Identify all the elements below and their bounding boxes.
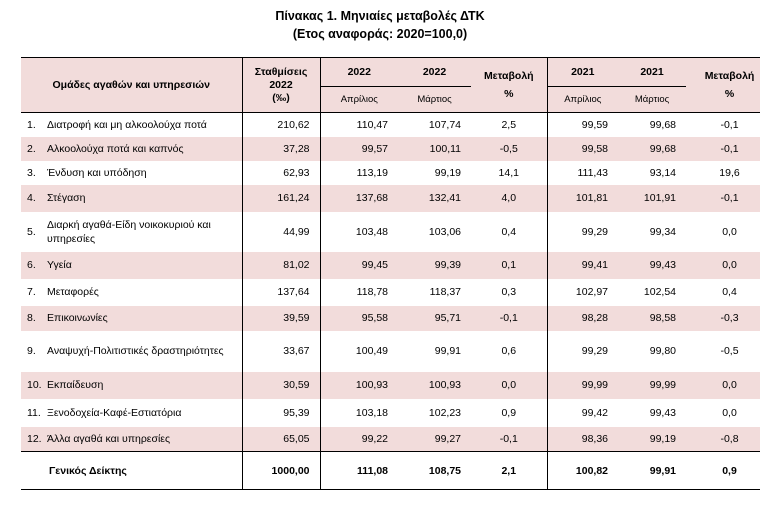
table-row [21, 212, 760, 252]
header-year-2022-march: 2022 [398, 58, 471, 87]
row-label: Εκπαίδευση [43, 372, 242, 399]
row-label: Στέγαση [43, 185, 242, 212]
table-row [21, 252, 760, 279]
row-change-2022: -0,1 [471, 306, 547, 331]
row-2021-march: 99,68 [618, 137, 686, 161]
cpi-table [21, 57, 760, 490]
row-index: 1. [27, 118, 36, 131]
row-2022-march: 107,74 [428, 118, 462, 131]
row-2022-march: 95,71 [398, 306, 471, 331]
table-subtitle: (Ετος αναφοράς: 2020=100,0) [292, 27, 468, 41]
row-2022-april: 103,48 [355, 225, 389, 238]
row-2022-march: 100,93 [398, 372, 471, 399]
row-2022-april: 100,93 [320, 372, 398, 399]
header-year-2021-april: 2021 [547, 58, 618, 87]
row-label: Μεταφορές [47, 286, 99, 298]
row-change-2022: 0,6 [471, 331, 547, 372]
header-month-2021-april: Απρίλιος [547, 87, 618, 113]
row-weight: 65,05 [242, 427, 320, 452]
row-weight: 62,93 [242, 161, 320, 185]
row-2022-april: 110,47 [356, 118, 389, 131]
table-title: Πίνακας 1. Μηνιαίες μεταβολές ΔΤΚ [275, 9, 485, 23]
row-2021-april: 99,29 [581, 225, 609, 238]
row-2022-march: 99,91 [434, 345, 462, 357]
row-2021-april: 101,81 [547, 185, 618, 212]
header-weights: Σταθμίσεις 2022 (‰) [242, 58, 320, 113]
row-index: 5. [27, 225, 36, 238]
row-label: Ένδυση και υπόδηση [47, 166, 147, 179]
table-row [21, 137, 760, 161]
header-year-2022-april: 2022 [320, 58, 398, 87]
row-label: Ξενοδοχεία-Καφέ-Εστιατόρια [47, 406, 182, 419]
row-change-2021: -0,8 [686, 427, 760, 452]
row-2022-april: 99,45 [320, 252, 398, 279]
row-2022-march: 103,06 [428, 225, 462, 238]
table-row [21, 372, 760, 399]
row-2021-march: 101,91 [618, 185, 686, 212]
row-2022-april: 100,49 [355, 345, 389, 357]
total-change-2021: 0,9 [722, 464, 737, 477]
row-change-2022: 0,3 [471, 279, 547, 306]
row-weight: 44,99 [242, 212, 320, 252]
row-change-2021: -0,1 [686, 185, 760, 212]
row-2022-april: 95,58 [320, 306, 398, 331]
row-2022-march: 99,19 [434, 166, 462, 179]
row-change-2022: -0,5 [471, 137, 547, 161]
row-index: 7. [27, 286, 36, 298]
row-2022-april: 113,19 [356, 166, 389, 179]
row-2021-april: 99,42 [581, 406, 609, 419]
row-index: 8. [21, 306, 43, 331]
row-2022-april: 118,78 [356, 286, 389, 298]
row-2022-march: 132,41 [398, 185, 471, 212]
row-index: 6. [21, 252, 43, 279]
row-2022-april: 103,18 [355, 406, 389, 419]
row-change-2021: -0,5 [720, 345, 739, 357]
total-2021-march: 99,91 [649, 464, 677, 477]
row-2021-april: 99,41 [547, 252, 618, 279]
row-index: 9. [27, 345, 36, 357]
row-2021-march: 99,43 [649, 406, 677, 419]
row-2022-march: 99,27 [398, 427, 471, 452]
row-change-2021: -0,1 [686, 137, 760, 161]
row-label: Διαρκή αγαθά-Είδη νοικοκυριού και υπηρεσίες [47, 218, 211, 245]
row-2021-march: 99,80 [649, 345, 677, 357]
header-month-2022-march: Μάρτιος [398, 87, 471, 113]
row-change-2022: 4,0 [471, 185, 547, 212]
row-change-2021: 0,0 [722, 225, 737, 238]
row-weight: 33,67 [242, 331, 320, 372]
total-change-2022: 2,1 [471, 452, 547, 490]
table-row [21, 161, 760, 185]
row-2022-april: 137,68 [320, 185, 398, 212]
row-weight: 137,64 [242, 279, 320, 306]
table-row [21, 427, 760, 452]
header-change-2022: Μεταβολή % [471, 58, 547, 113]
row-2022-april: 99,57 [320, 137, 398, 161]
row-2021-april: 98,28 [547, 306, 618, 331]
row-index: 12. [21, 427, 43, 452]
row-weight: 39,59 [242, 306, 320, 331]
header-change-2021: Μεταβολή % [686, 58, 760, 113]
row-change-2022: 0,4 [471, 212, 547, 252]
total-row [21, 452, 760, 490]
table-body [21, 113, 760, 452]
row-change-2021: 0,4 [722, 286, 737, 298]
row-index: 4. [21, 185, 43, 212]
row-2021-april: 98,36 [547, 427, 618, 452]
row-change-2022: 0,0 [471, 372, 547, 399]
row-label: Αλκοολούχα ποτά και καπνός [43, 137, 242, 161]
row-change-2022: 14,1 [471, 161, 547, 185]
row-2021-march: 98,58 [618, 306, 686, 331]
row-2021-april: 99,59 [581, 118, 609, 131]
row-change-2022: 0,1 [471, 252, 547, 279]
row-2021-april: 111,43 [577, 166, 609, 179]
row-index: 10. [21, 372, 43, 399]
row-change-2021: -0,1 [720, 118, 739, 131]
total-index [21, 452, 43, 490]
row-2021-april: 99,99 [547, 372, 618, 399]
row-change-2022: 2,5 [471, 113, 547, 137]
row-change-2021: 0,0 [686, 372, 760, 399]
header-row-1 [21, 58, 760, 87]
row-label: Άλλα αγαθά και υπηρεσίες [43, 427, 242, 452]
row-2021-march: 99,99 [618, 372, 686, 399]
table-row [21, 279, 760, 306]
row-index: 11. [27, 406, 41, 419]
row-2022-march: 102,23 [428, 406, 462, 419]
header-month-2022-april: Απρίλιος [320, 87, 398, 113]
row-2021-april: 99,29 [581, 345, 609, 357]
total-2021-april: 100,82 [575, 464, 609, 477]
row-change-2022: -0,1 [471, 427, 547, 452]
row-2022-march: 118,37 [429, 286, 462, 298]
row-2021-march: 99,34 [649, 225, 677, 238]
total-label: Γενικός Δείκτης [49, 464, 127, 477]
row-2021-march: 102,54 [643, 286, 677, 298]
row-2021-march: 99,43 [618, 252, 686, 279]
row-label: Υγεία [43, 252, 242, 279]
row-2021-march: 99,19 [618, 427, 686, 452]
row-change-2021: 0,0 [722, 406, 737, 419]
row-index: 3. [27, 166, 36, 179]
row-change-2021: 0,0 [686, 252, 760, 279]
row-label: Επικοινωνίες [43, 306, 242, 331]
header-month-2021-march: Μάρτιος [618, 87, 686, 113]
row-2021-april: 102,97 [575, 286, 609, 298]
row-2021-march: 93,14 [649, 166, 677, 179]
row-2021-april: 99,58 [547, 137, 618, 161]
total-2022-april: 111,08 [357, 464, 389, 477]
table-footer [21, 452, 760, 490]
row-index: 2. [21, 137, 43, 161]
row-2022-april: 99,22 [320, 427, 398, 452]
row-change-2021: -0,3 [686, 306, 760, 331]
total-2022-march: 108,75 [428, 464, 462, 477]
row-2022-march: 99,39 [398, 252, 471, 279]
row-weight: 81,02 [242, 252, 320, 279]
table-row [21, 306, 760, 331]
row-2022-march: 100,11 [398, 137, 471, 161]
row-change-2022: 0,9 [471, 399, 547, 427]
row-label: Αναψυχή-Πολιτιστικές δραστηριότητες [47, 345, 224, 357]
row-weight: 95,39 [242, 399, 320, 427]
total-weight: 1000,00 [242, 452, 320, 490]
row-label: Διατροφή και μη αλκοολούχα ποτά [47, 118, 207, 131]
table-row [21, 331, 760, 372]
header-year-2021-march: 2021 [618, 58, 686, 87]
row-weight: 161,24 [242, 185, 320, 212]
header-group: Ομάδες αγαθών και υπηρεσιών [21, 58, 242, 113]
row-2021-march: 99,68 [649, 118, 677, 131]
row-weight: 210,62 [242, 113, 320, 137]
table-row [21, 113, 760, 137]
row-weight: 30,59 [242, 372, 320, 399]
table-row [21, 399, 760, 427]
row-change-2021: 19,6 [719, 166, 740, 179]
row-weight: 37,28 [242, 137, 320, 161]
table-row [21, 185, 760, 212]
table-header [21, 58, 760, 113]
